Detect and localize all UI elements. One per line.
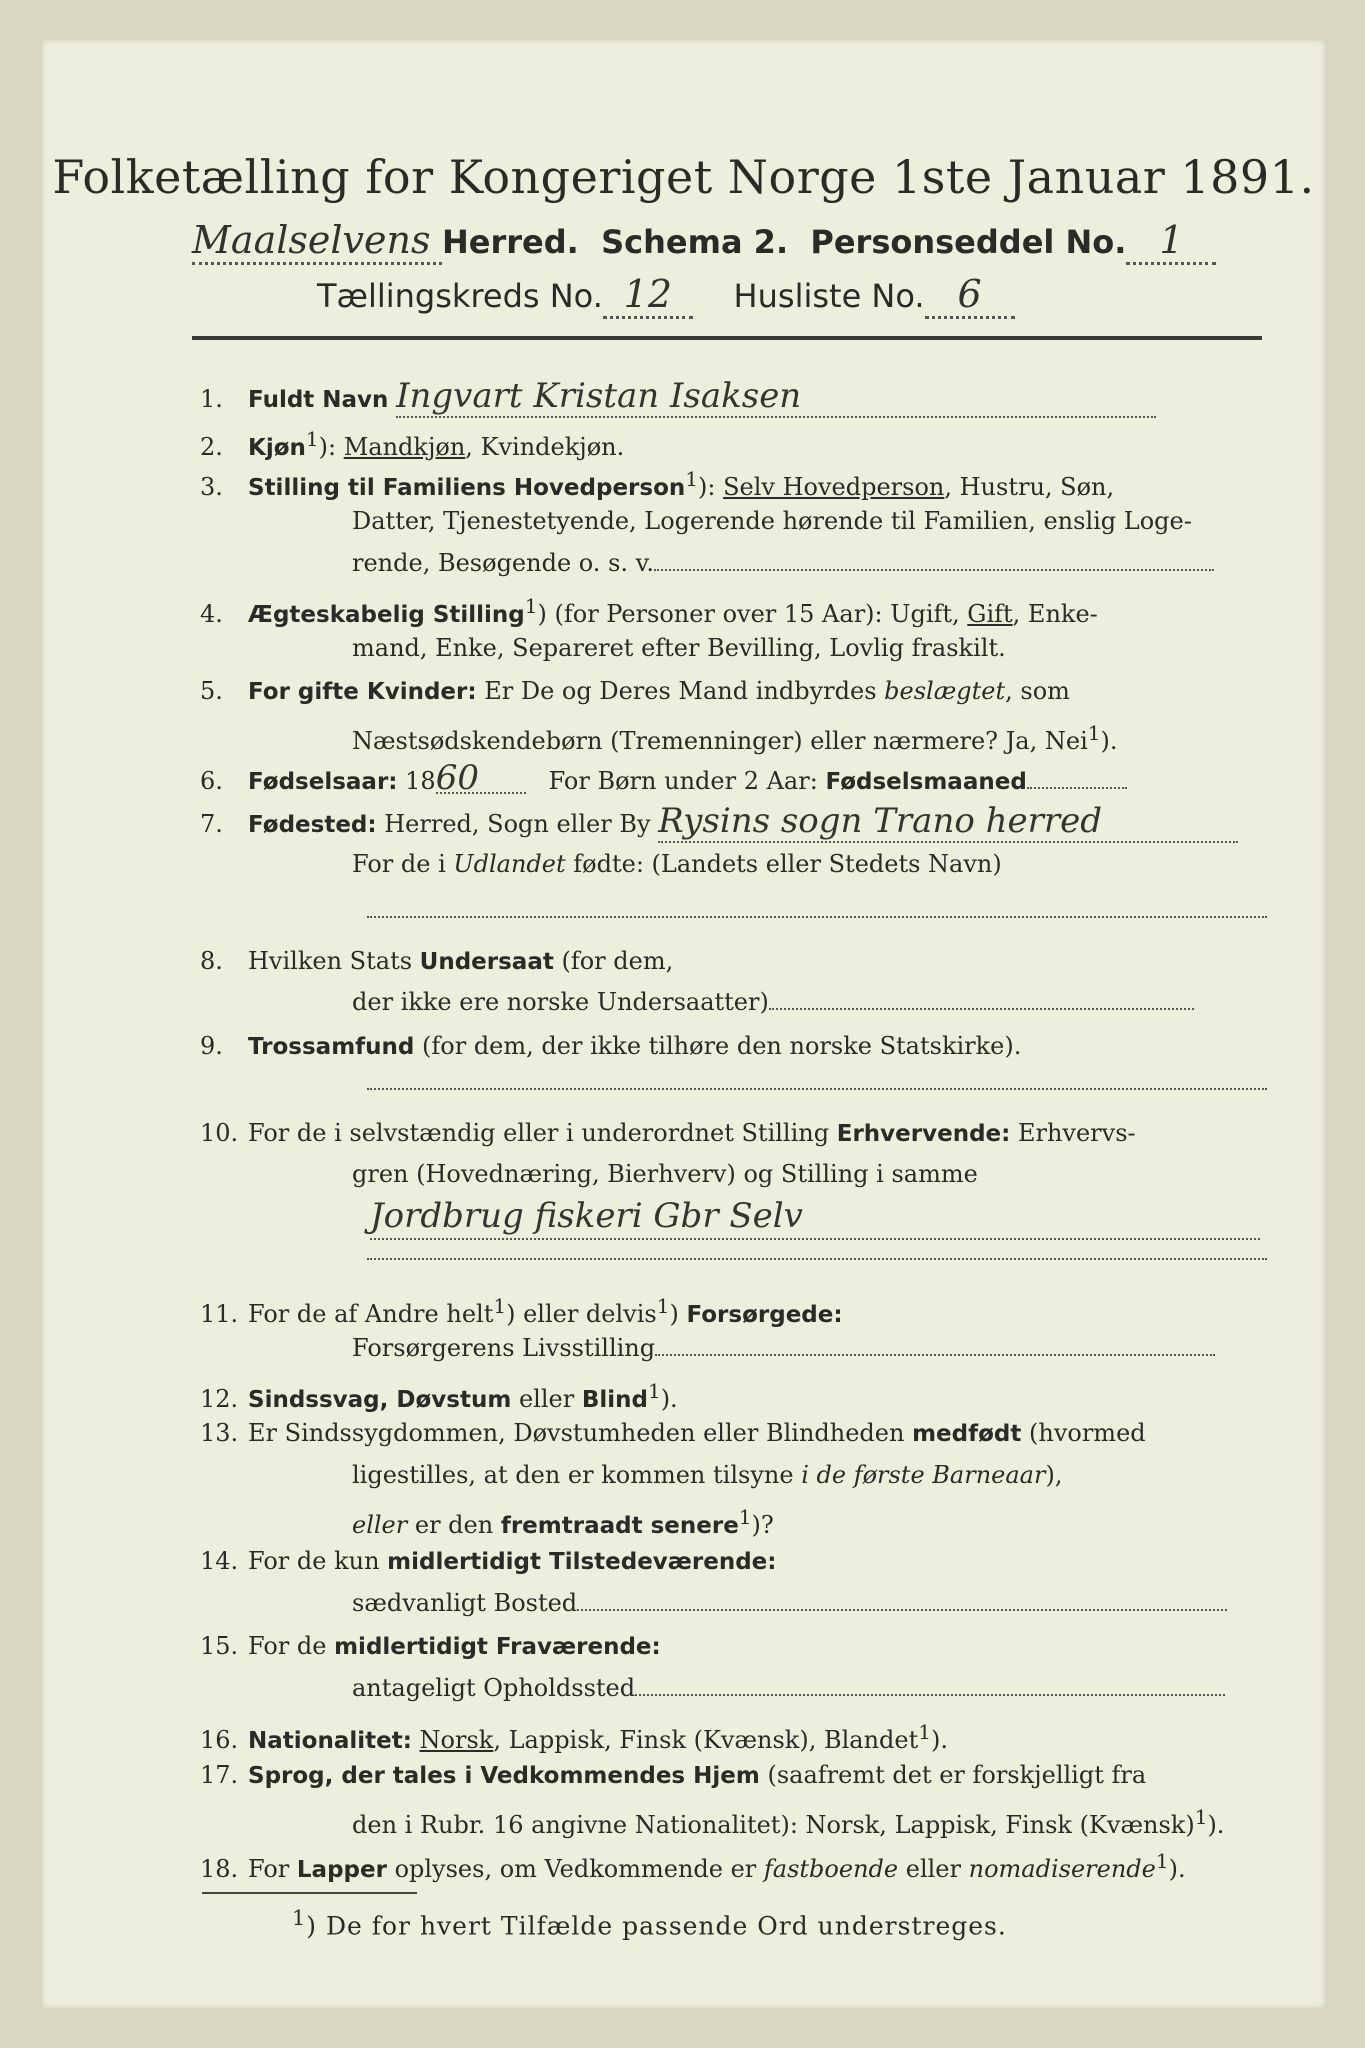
form-title: Folketælling for Kongeriget Norge 1ste Januar 1891. [52,150,1315,204]
full-name-answer: Ingvart Kristan Isaksen [396,380,1156,418]
item-11: 11. For de af Andre helt$^1$) eller delvis$^1$) Forsørgede: [200,1294,843,1328]
item-6: 6. Fødselsaar: 1860 For Børn under 2 Aar: Fødselsmaaned [200,762,1280,798]
item-17: 17. Sprog, der tales i Vedkommendes Hjem (saafremt det er forskjelligt fra [200,1761,1147,1789]
item-1: 1. Fuldt Navn Ingvart Kristan Isaksen [200,380,1280,418]
item-15: 15. For de midlertidigt Fraværende: [200,1632,661,1660]
item-7: 7. Fødested: Herred, Sogn eller By Rysins sogn Trano herred [200,805,1280,843]
schema-label: Schema 2. [601,223,789,261]
item-10: 10. For de i selvstændig eller i underordnet Stilling Erhvervende: Erhvervs- [200,1119,1136,1147]
birthplace-answer: Rysins sogn Trano herred [658,805,1238,843]
husliste-number: 6 [925,272,1015,319]
occupation-answer: Jordbrug fiskeri Gbr Selv [370,1200,1260,1240]
census-form: Folketælling for Kongeriget Norge 1ste Januar 1891. Maalselvens Herred. Schema 2. Personseddel No. 1 Tællingskreds No. 12 Husliste No. 6 1. Fuldt Navn Ingvart Kristan Isaksen 2. Kjøn$^1$): Mandkjøn, Kvindekjøn. 3. Stilling til Familiens Hovedperson$^1$): Selv Hovedperson, Hustru, Søn, Datter, Tjenestetyende, Logerende hørende til Familien, enslig Loge- rende, Besøgende o. s. v. 4. Ægteskabelig Stilling$^1$) (for Personer over 15 Aar): Ugift, Gift, Enke- mand, Enke, Separeret efter Bevilling, Lovlig fraskilt. 5. For gifte Kvinder: Er De og Deres Mand indbyrdes beslægtet, som Næstsødskendebørn (Tremenninger) eller nærmere? Ja, Nei$^1$). 6. Fødselsaar: 1860 For Børn under 2 Aar: Fødselsmaaned 7. Fødested: Herred, Sogn eller By Rysins sogn Trano herred For de i Udlandet fødte: (Landets eller Stedets Navn) 8. Hvilken Stats Undersaat (for dem, der ikke ere norske Undersaatter) 9. Trossamfund (for dem, der ikke tilhøre den norske Statskirke). 10. For de i selvstændig eller i underordnet Stilling Erhvervende: Erhvervs- gren (Hovednæring, Bierhverv) og Stilling i samme Jordbrug fiskeri Gbr Selv 11. For de af Andre helt$^1$) eller delvis$^1$) Forsørgede: Forsørgerens Livsstilling 12. Sindssvag, Døvstum eller Blind$^1$). 13. Er Sindssygdommen, Døvstumheden eller Blindheden medfødt (hvormed ligestilles, at den er kommen tilsyne i de første Barneaar), eller er den fremtraadt senere$^1$)? 14. For de kun midlertidigt Tilstedeværende: sædvanligt Bosted 15. For de midlertidigt Fraværende: antageligt Opholdssted 16. Nationalitet: Norsk, Lappisk, Finsk (Kvænsk), Blandet$^1$). 17. Sprog, der tales i Vedkommendes Hjem (saafremt det er forskjelligt fra den i Rubr. 16 angivne Nationalitet): Norsk, Lappisk, Finsk (Kvænsk)$^1$). 18. For Lapper oplyses, om Vedkommende er fastboende eller nomadiserende$^1$). $^1$) De for hvert Tilfælde passende Ord understreges. [42,40,1325,2008]
herred-label: Herred. [442,223,579,261]
item-5: 5. For gifte Kvinder: Er De og Deres Mand indbyrdes beslægtet, som [200,677,1070,705]
item-8: 8. Hvilken Stats Undersaat (for dem, [200,947,674,975]
item-2: 2. Kjøn$^1$): Mandkjøn, Kvindekjøn. [200,427,625,461]
form-header-line [192,218,1292,265]
herred-name: Maalselvens [192,218,442,265]
item-3: 3. Stilling til Familiens Hovedperson$^1$): Selv Hovedperson, Hustru, Søn, [200,467,1115,501]
personseddel-number: 1 [1126,218,1216,265]
header-rule [192,336,1262,340]
item-12: 12. Sindssvag, Døvstum eller Blind$^1$). [200,1379,678,1413]
kreds-number: 12 [603,272,693,319]
form-subheader-line [317,272,1217,319]
personseddel-label: Personseddel No. [810,223,1127,261]
item-9: 9. Trossamfund (for dem, der ikke tilhøre den norske Statskirke). [200,1032,1022,1060]
husliste-label: Husliste No. [733,277,925,315]
birth-year-answer: 60 [436,762,526,794]
kreds-label: Tællingskreds No. [317,277,603,315]
item-13: 13. Er Sindssygdommen, Døvstumheden eller Blindheden medfødt (hvormed [200,1419,1146,1447]
item-4: 4. Ægteskabelig Stilling$^1$) (for Personer over 15 Aar): Ugift, Gift, Enke- [200,594,1098,628]
item-16: 16. Nationalitet: Norsk, Lappisk, Finsk (Kvænsk), Blandet$^1$). [200,1720,948,1754]
footnote: $^1$) De for hvert Tilfælde passende Ord understreges. [292,1906,1007,1941]
footnote-rule [202,1892,417,1894]
item-14: 14. For de kun midlertidigt Tilstedeværende: [200,1547,777,1575]
item-18: 18. For Lapper oplyses, om Vedkommende er fastboende eller nomadiserende$^1$). [200,1849,1186,1883]
